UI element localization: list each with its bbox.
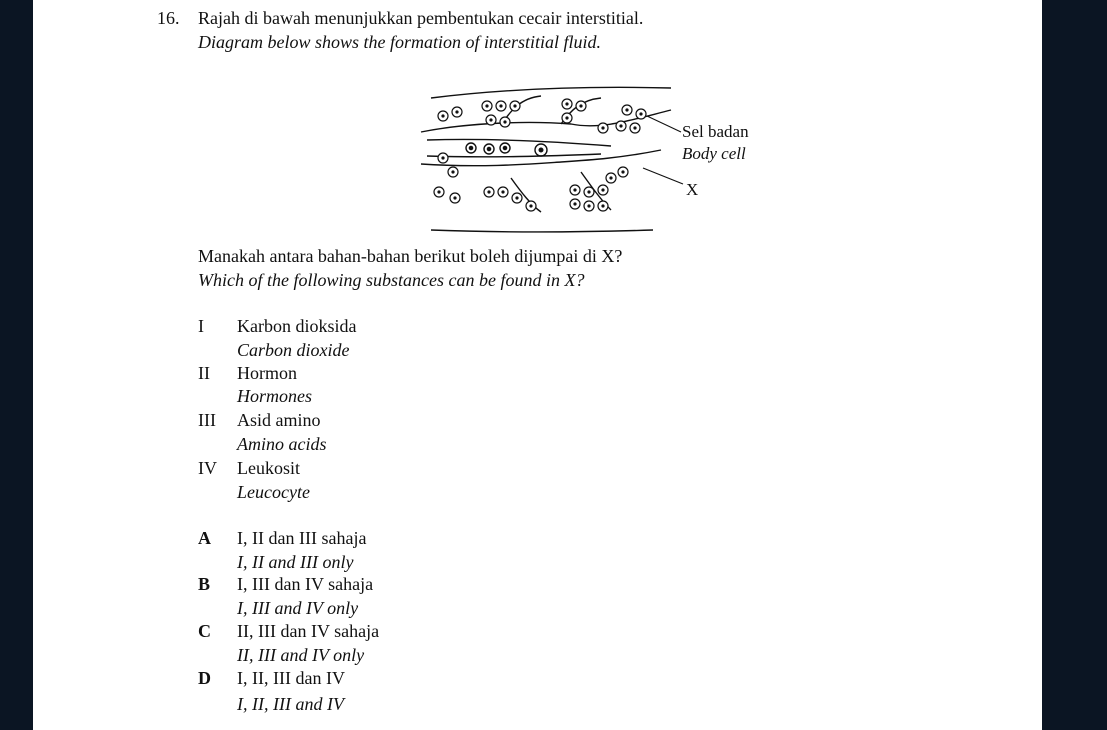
option-b-ms[interactable]: I, III dan IV sahaja (237, 574, 374, 594)
document-page (33, 0, 1042, 730)
statement-ms: Asid amino (237, 410, 321, 430)
label-body-cell-ms: Sel badan (682, 122, 749, 141)
statement-ms: Leukosit (237, 458, 300, 478)
option-d-ms[interactable]: I, II, III dan IV (237, 668, 345, 688)
question-number: 16. (157, 8, 180, 28)
option-d-en[interactable]: I, II, III and IV (237, 694, 344, 714)
statement-numeral: IV (198, 458, 217, 478)
option-letter-c[interactable]: C (198, 621, 211, 641)
statement-numeral: II (198, 363, 210, 383)
option-a-ms[interactable]: I, II dan III sahaja (237, 528, 367, 548)
statement-ms: Hormon (237, 363, 297, 383)
tissue-illustration (391, 80, 749, 240)
option-letter-b[interactable]: B (198, 574, 211, 594)
label-x: X (686, 180, 699, 199)
option-c-ms[interactable]: II, III dan IV sahaja (237, 621, 380, 641)
option-letter-a[interactable]: A (198, 528, 211, 548)
question-stem-en: Diagram below shows the formation of interstitial fluid. (198, 32, 602, 52)
label-body-cell-en: Body cell (682, 144, 746, 163)
statement-en: Carbon dioxide (237, 340, 350, 360)
statement-en: Leucocyte (237, 482, 310, 502)
interstitial-fluid-diagram (391, 80, 749, 240)
question-prompt-en: Which of the following substances can be found in X? (198, 270, 585, 290)
statement-en: Amino acids (237, 434, 327, 454)
question-stem-ms: Rajah di bawah menunjukkan pembentukan cecair interstitial. (198, 8, 644, 28)
option-letter-d[interactable]: D (198, 668, 211, 688)
option-b-en[interactable]: I, III and IV only (237, 598, 359, 618)
option-a-en[interactable]: I, II and III only (237, 552, 354, 572)
statement-numeral: I (198, 316, 204, 336)
statement-en: Hormones (237, 386, 312, 406)
statement-numeral: III (198, 410, 216, 430)
option-c-en[interactable]: II, III and IV only (237, 645, 365, 665)
statement-ms: Karbon dioksida (237, 316, 357, 336)
question-prompt-ms: Manakah antara bahan-bahan berikut boleh dijumpai di X? (198, 246, 623, 266)
